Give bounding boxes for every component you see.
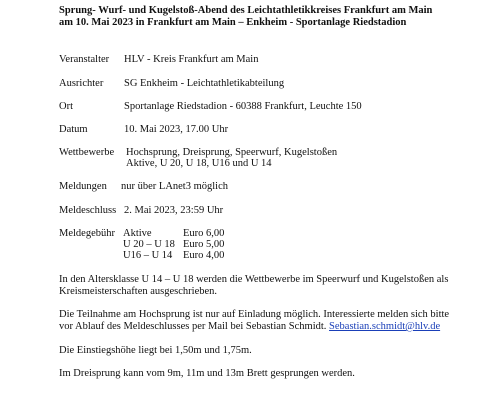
field-label: Meldungen — [59, 181, 107, 192]
paragraph-line: Im Dreisprung kann vom 9m, 11m und 13m Brett gesprungen werden. — [59, 368, 355, 379]
field-value: HLV - Kreis Frankfurt am Main — [124, 54, 259, 65]
paragraph-line — [59, 321, 489, 333]
paragraph-line: Die Einstiegshöhe liegt bei 1,50m und 1,75m. — [59, 345, 252, 356]
fee-amount: Euro 6,00 — [183, 228, 225, 239]
paragraph-kreismeisterschaften — [59, 274, 489, 298]
paragraph-text: vor Ablauf des Meldeschlusses per Mail bei Sebastian Schmidt. — [59, 321, 327, 332]
field-label: Meldeschluss — [59, 205, 117, 216]
field-value: Sportanlage Riedstadion - 60388 Frankfurt, Leuchte 150 — [124, 101, 362, 112]
field-label: Veranstalter — [59, 54, 110, 65]
title-line-1: Sprung- Wurf- und Kugelstoß-Abend des Leichtathletikkreises Frankfurt am Main — [59, 5, 433, 16]
fee-amount: Euro 5,00 — [183, 239, 225, 250]
title-line-2: am 10. Mai 2023 in Frankfurt am Main – Enkheim - Sportanlage Riedstadion — [59, 17, 407, 28]
field-value: 10. Mai 2023, 17.00 Uhr — [124, 124, 229, 135]
field-value: Hochsprung, Dreisprung, Speerwurf, Kugelstoßen — [126, 147, 338, 158]
email-link[interactable]: Sebastian.schmidt@hlv.de — [329, 321, 441, 332]
fee-amount: Euro 4,00 — [183, 250, 225, 261]
fee-category: Aktive — [123, 228, 152, 239]
field-wettbewerbe-value-2: Aktive, U 20, U 18, U16 und U 14 — [126, 158, 272, 169]
paragraph-line: Die Teilnahme am Hochsprung ist nur auf Einladung möglich. Interessierte melden sich bitte — [59, 309, 450, 320]
field-label: Wettbewerbe — [59, 147, 115, 158]
field-value: nur über LAnet3 möglich — [121, 181, 229, 192]
field-label: Meldegebühr — [59, 228, 115, 239]
paragraph-hochsprung — [59, 309, 489, 333]
paragraph-line: In den Altersklasse U 14 – U 18 werden die Wettbewerbe im Speerwurf und Kugelstoßen als — [59, 274, 449, 285]
field-value: SG Enkheim - Leichtathletikabteilung — [124, 78, 285, 89]
field-label: Ort — [59, 101, 73, 112]
fee-category: U16 – U 14 — [123, 250, 173, 261]
paragraph-einstiegshoehe — [59, 345, 489, 357]
field-label: Ausrichter — [59, 78, 104, 89]
field-value: 2. Mai 2023, 23:59 Uhr — [124, 205, 224, 216]
paragraph-dreisprung — [59, 368, 489, 380]
document-title — [59, 5, 489, 29]
fee-category: U 20 – U 18 — [123, 239, 175, 250]
paragraph-line: Kreismeisterschaften ausgeschrieben. — [59, 286, 218, 297]
field-label: Datum — [59, 124, 88, 135]
